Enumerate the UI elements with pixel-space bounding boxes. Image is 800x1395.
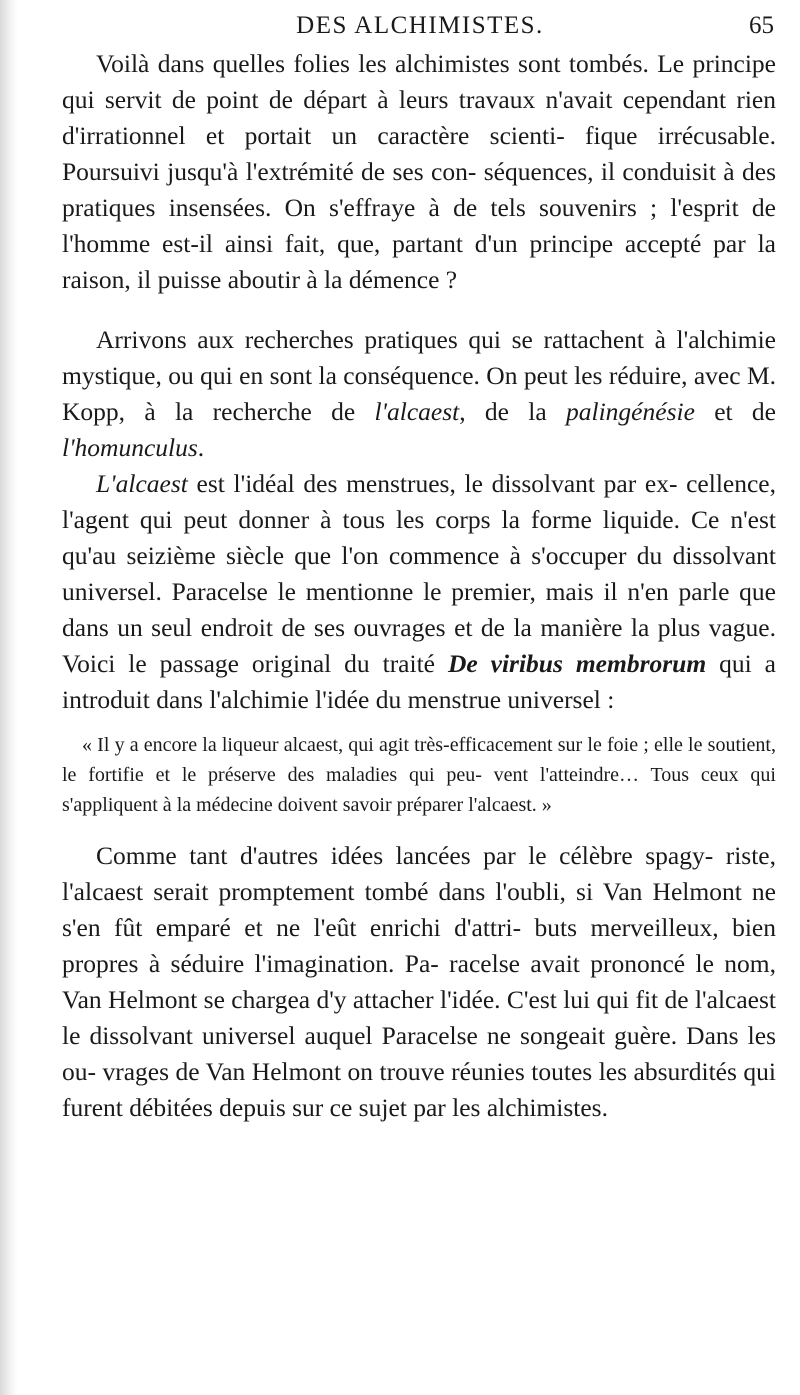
paragraph-3-text-a: est l'idéal des menstrues, le dissolvant par ex- cellence, l'agent qui peut donner à tous les corps la forme liquide. Ce n'est qu'au seizième siècle que l'on commence à s'occuper du dissolvant universel. Paracelse le mentionne le premier, mais il n'en parle que dans un seul endroit de ses ouvrages et de la manière la plus vague. Voici le passage original du traité (62, 469, 776, 678)
paragraph-2 (62, 322, 776, 466)
term-alcaest-lead: L'alcaest (96, 469, 188, 498)
term-alcaest: l'alcaest (374, 397, 460, 426)
running-title: DES ALCHIMISTES. (296, 12, 544, 39)
paragraph-2-text-c: et de (694, 397, 776, 426)
term-palingenesie: palingénésie (566, 397, 695, 426)
paragraph-3 (62, 466, 776, 718)
paragraph-1: Voilà dans quelles folies les alchimistes sont tombés. Le principe qui servit de point de départ à leurs travaux n'avait cependant rien d'irrationnel et portait un caractère scienti- fique irrécusable. Poursuivi jusqu'à l'extrémité de ses con- séquences, il conduisit à des pratiques insensées. On s'effraye à de tels souvenirs ; l'esprit de l'homme est-il ainsi fait, que, partant d'un principe accepté par la raison, il puisse aboutir à la démence ? (62, 49, 776, 294)
page-number: 65 (749, 12, 774, 39)
paragraph-4: Comme tant d'autres idées lancées par le célèbre spagy- riste, l'alcaest serait promptement tombé dans l'oubli, si Van Helmont ne s'en fût emparé et ne l'eût enrichi d'attri- buts merveilleux, bien propres à séduire l'imagination. Pa- racelse avait prononcé le nom, Van Helmont se chargea d'y attacher l'idée. C'est lui qui fit de l'alcaest le dissolvant universel auquel Paracelse ne songeait guère. Dans les ou- vrages de Van Helmont on trouve réunies toutes les absurdités qui furent débitées depuis sur ce sujet par les alchimistes. (62, 841, 776, 1122)
running-head (60, 10, 780, 42)
term-homunculus: l'homunculus (62, 433, 198, 462)
body-text (62, 46, 776, 1126)
paragraph-2-text-a: Arrivons aux recherches pratiques qui se rattachent à l'alchimie mystique, ou qui en sont la conséquence. On peut les réduire, avec M. Kopp, à la recherche de (62, 325, 776, 426)
paragraph-2-text-b: , de la (459, 397, 567, 426)
block-quote: « Il y a encore la liqueur alcaest, qui agit très-efficacement sur le foie ; elle le soutient, le fortifie et le préserve des maladies qui peu- vent l'atteindre… Tous ceux qui s'appliquent à la médecine doivent savoir préparer l'alcaest. » (62, 734, 776, 816)
treatise-title: De viribus membrorum (447, 649, 707, 678)
paragraph-2-text-d: . (197, 433, 205, 462)
paragraph-3-text-b: qui a introduit dans l'alchimie l'idée du menstrue universel : (62, 649, 776, 714)
page-binding-edge (0, 0, 18, 1395)
